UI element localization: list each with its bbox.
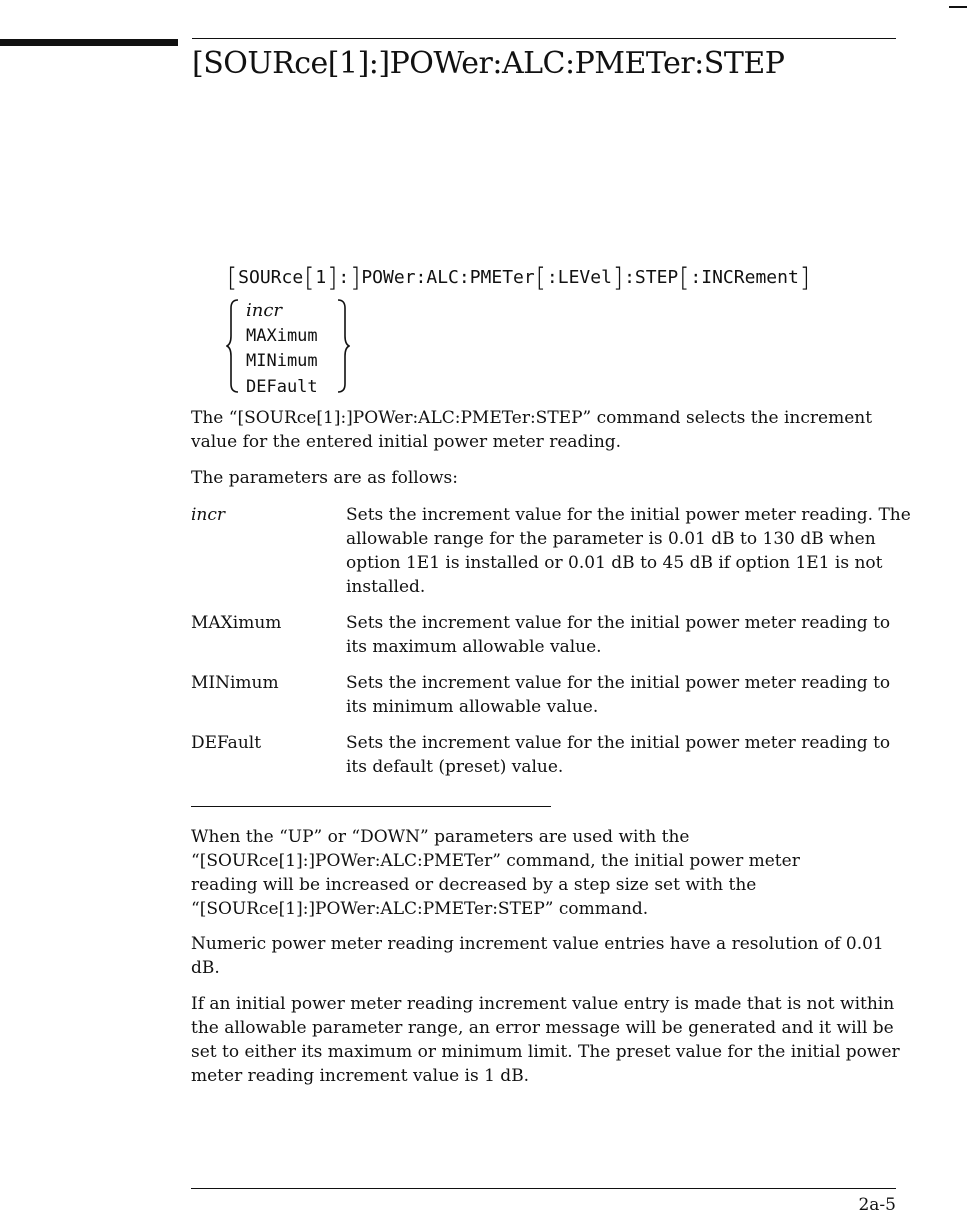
left-brace-icon	[226, 298, 240, 394]
intro-paragraph: The “[SOURce[1]:]POWer:ALC:PMETer:STEP” command selects the increment value for the entered initial power meter reading.	[191, 408, 873, 452]
syntax-bracket: [	[535, 263, 546, 293]
syntax-source: SOURce	[238, 267, 304, 288]
page-number: 2a-5	[858, 1195, 896, 1215]
note-paragraph: When the “UP” or “DOWN” parameters are used with the “[SOURce[1]:]POWer:ALC:PMETer” command, the initial power meter reading will be increased or decreased by a step size set with the “[SOURce[1]:]POWer:ALC:PMETer:STEP” command.	[191, 827, 800, 919]
syntax-increment: :INCRement	[690, 267, 799, 288]
syntax-one: 1	[315, 267, 327, 288]
option-minimum: MINimum	[246, 351, 318, 371]
parameter-description: Sets the increment value for the initial power meter reading to its minimum allowable value.	[346, 673, 891, 717]
syntax-main: POWer:ALC:PMETer	[361, 267, 535, 288]
corner-mark	[949, 6, 967, 8]
note-paragraph: Numeric power meter reading increment value entries have a resolution of 0.01 dB.	[191, 934, 884, 978]
option-incr: incr	[246, 300, 283, 321]
header-rule	[192, 38, 896, 39]
parameter-row	[191, 671, 911, 719]
params-intro: The parameters are as follows:	[191, 468, 458, 488]
syntax-bracket: ]	[799, 263, 810, 293]
syntax-level: :LEVel	[546, 267, 612, 288]
parameter-row	[191, 611, 911, 659]
command-syntax	[226, 265, 811, 291]
syntax-bracket: [	[679, 263, 690, 293]
parameter-row	[191, 731, 911, 779]
parameter-description: Sets the increment value for the initial power meter reading to its maximum allowable value.	[346, 613, 891, 657]
syntax-colon: :	[338, 267, 350, 288]
option-default: DEFault	[246, 376, 318, 397]
syntax-bracket: [	[227, 263, 238, 293]
syntax-bracket: ]	[327, 263, 338, 293]
section-divider	[191, 806, 551, 807]
syntax-step: :STEP	[624, 267, 679, 288]
syntax-bracket: ]	[350, 263, 361, 293]
parameter-row	[191, 503, 911, 599]
parameter-term: incr	[191, 505, 226, 525]
note-paragraph: If an initial power meter reading increment value entry is made that is not within the allowable parameter range, an error message will be generated and it will be set to either its maximum or minimum limit. The preset value for the initial power meter reading increment value is 1 dB.	[191, 994, 900, 1086]
page-title: [SOURce[1]:]POWer:ALC:PMETer:STEP	[192, 46, 785, 81]
parameter-description: Sets the increment value for the initial power meter reading to its default (preset) value.	[346, 733, 891, 777]
syntax-bracket: ]	[612, 263, 624, 293]
parameter-description: Sets the increment value for the initial power meter reading. The allowable range for the parameter is 0.01 dB to 130 dB when option 1E1 is installed or 0.01 dB to 45 dB if option 1E1 is not installed.	[346, 505, 911, 597]
header-bar	[0, 39, 178, 46]
option-maximum: MAXimum	[246, 325, 318, 346]
parameter-list	[191, 503, 911, 791]
option-list	[246, 298, 318, 400]
parameter-term: MAXimum	[191, 613, 282, 633]
parameter-term: DEFault	[191, 733, 262, 753]
right-brace-icon	[336, 298, 350, 394]
syntax-bracket: [	[304, 263, 315, 293]
parameter-term: MINimum	[191, 673, 279, 693]
footer-rule	[191, 1188, 896, 1189]
